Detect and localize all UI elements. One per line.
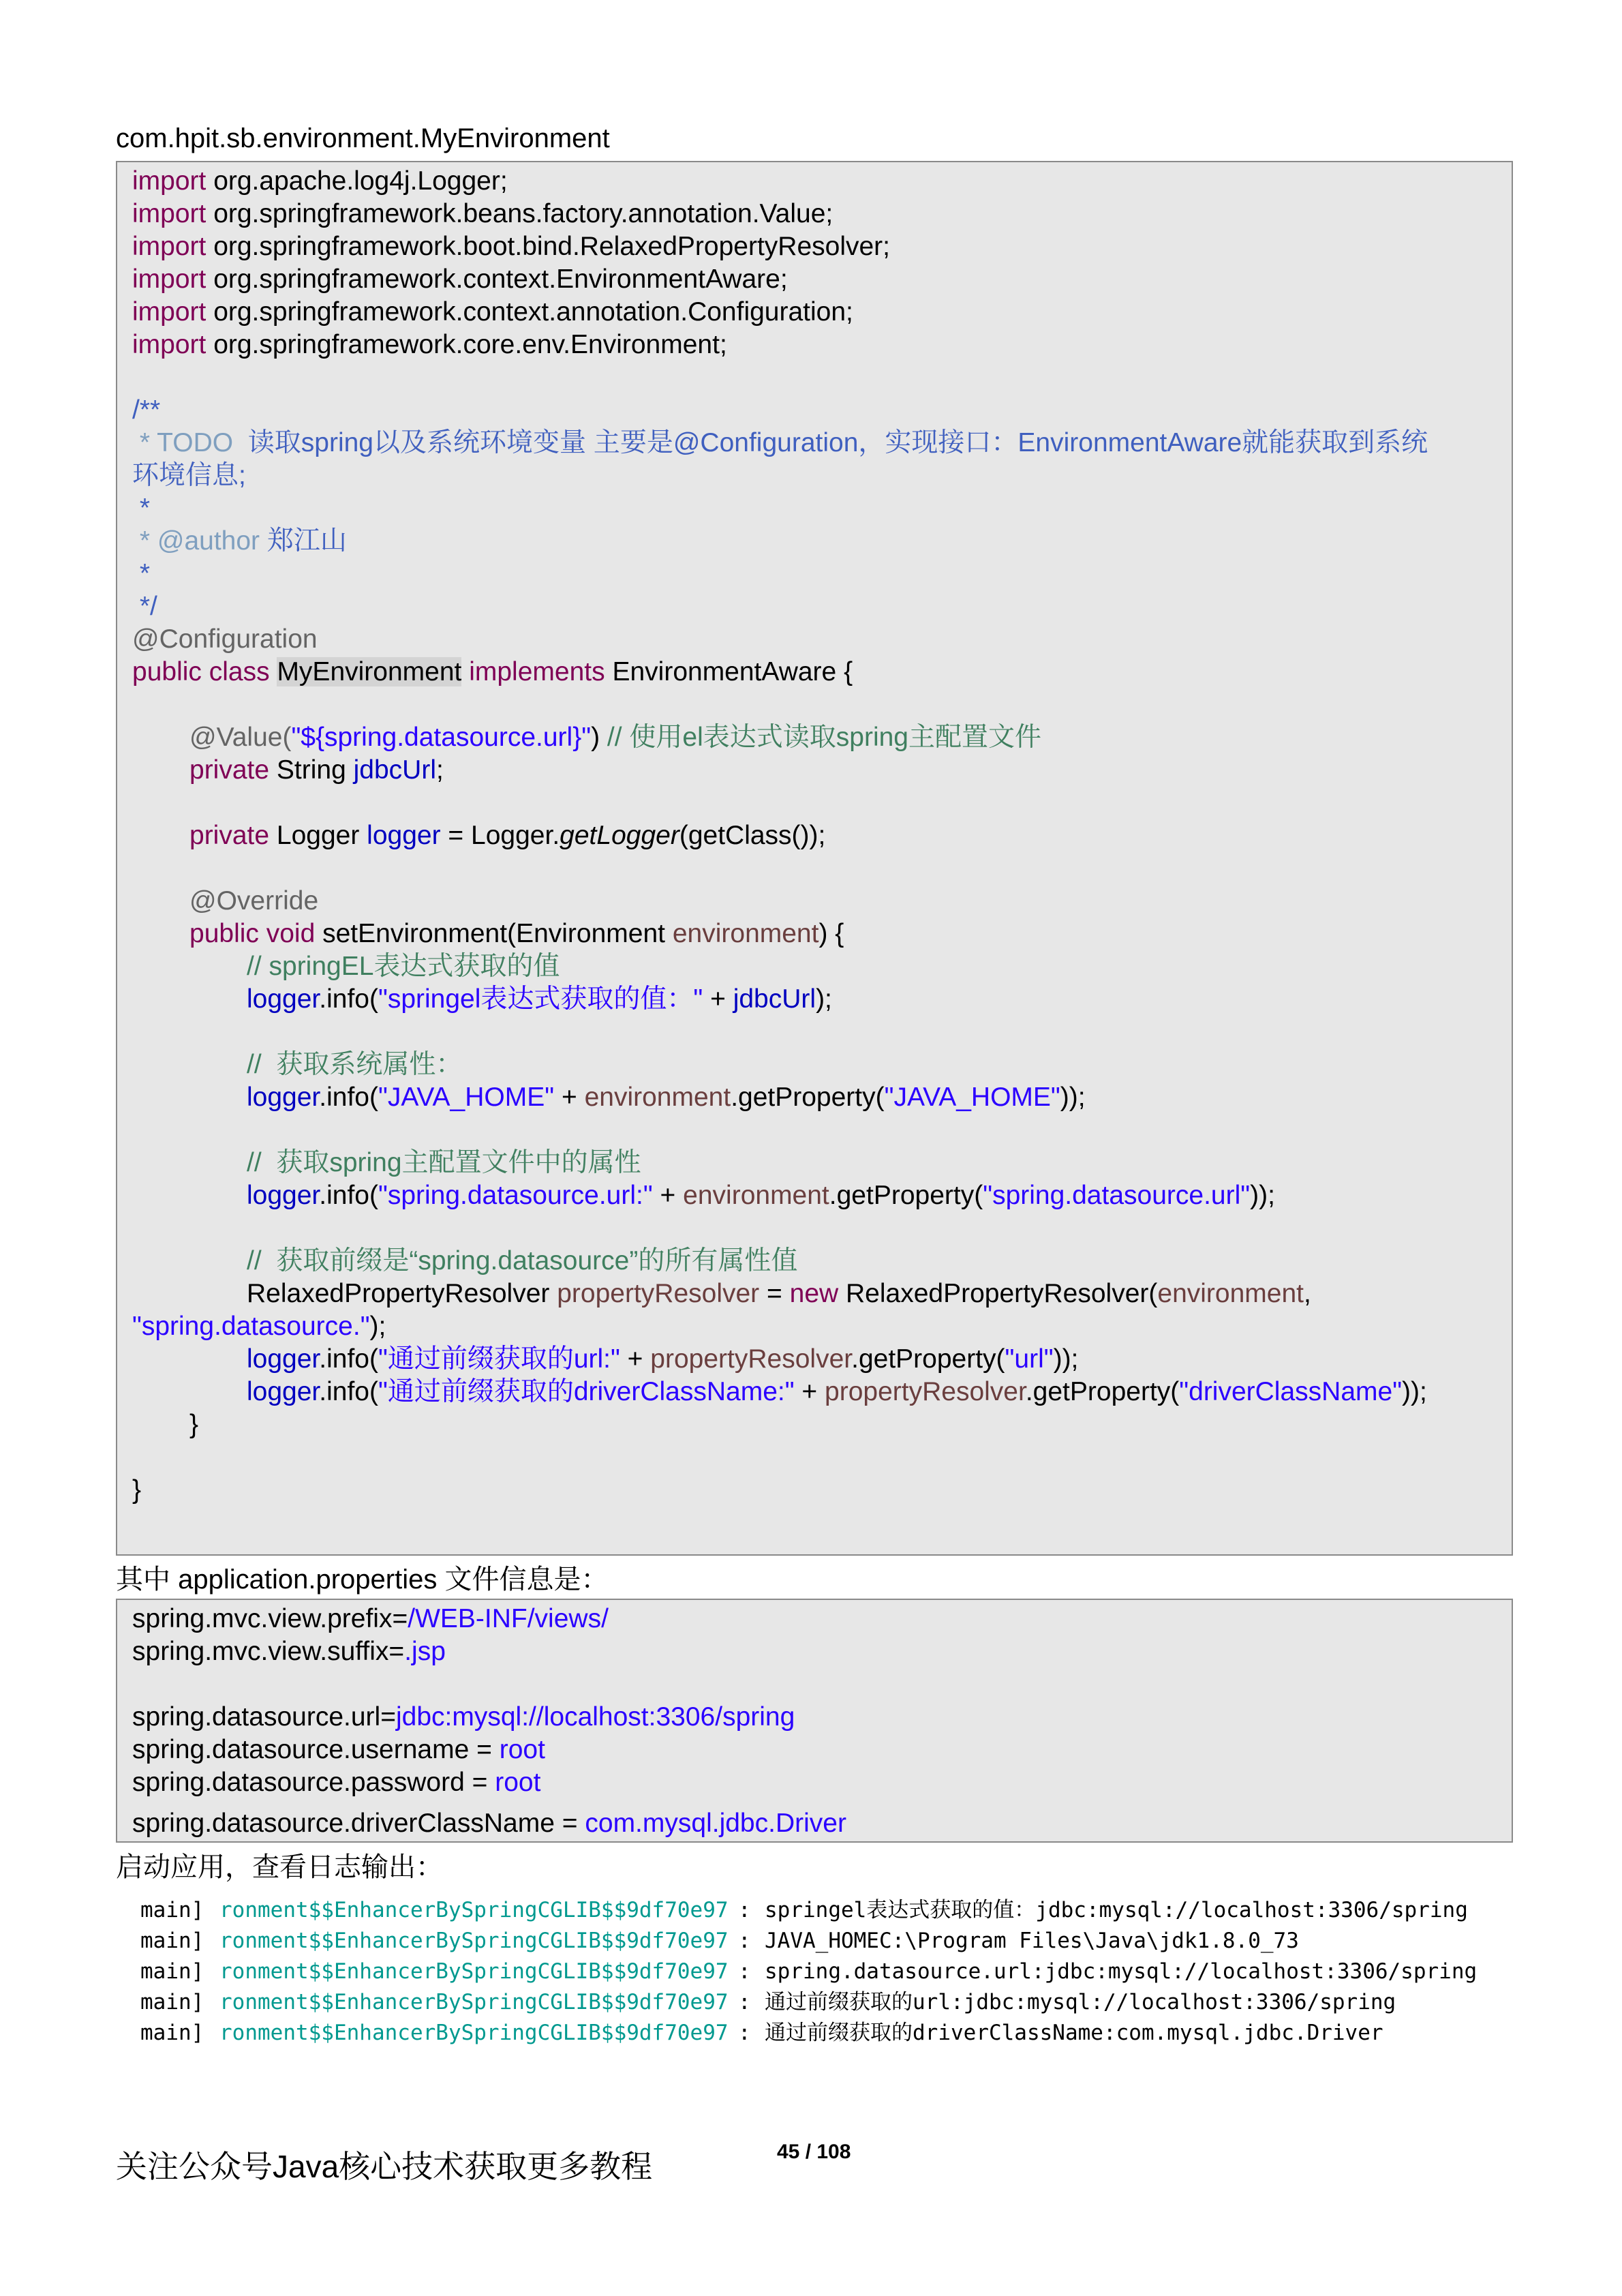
page-heading: com.hpit.sb.environment.MyEnvironment <box>116 123 610 153</box>
class-close-brace: } <box>132 1475 142 1505</box>
log-row: main] ronment$$EnhancerBySpringCGLIB$$9df70e97 : 通过前缀获取的driverClassName:com.mysql.jdbc.Driver <box>140 2021 1383 2045</box>
footer-promo-text: 关注公众号Java核心技术获取更多教程 <box>116 2149 653 2184</box>
log-output-label: 启动应用，查看日志输出： <box>116 1852 443 1882</box>
javadoc-star: * <box>132 559 151 588</box>
logger-field: private Logger logger = Logger.getLogger(getClass()); <box>189 821 826 850</box>
properties-label: 其中 application.properties 文件信息是： <box>116 1565 609 1595</box>
log-row: main] ronment$$EnhancerBySpringCGLIB$$9df70e97 : 通过前缀获取的url:jdbc:mysql://localhost:3306/spring <box>140 1990 1396 2014</box>
property-line: spring.datasource.driverClassName = com.mysql.jdbc.Driver <box>132 1809 846 1838</box>
page-number: 45 / 108 <box>777 2141 851 2163</box>
javadoc-close: */ <box>132 592 157 621</box>
class-declaration: public class MyEnvironment implements EnvironmentAware { <box>132 657 853 686</box>
import-line: import org.apache.log4j.Logger; <box>132 166 508 196</box>
set-environment-signature: public void setEnvironment(Environment environment) { <box>189 919 844 948</box>
property-line: spring.datasource.password = root <box>132 1768 541 1797</box>
import-line: import org.springframework.beans.factory.annotation.Value; <box>132 199 833 228</box>
resolver-declaration-cont: "spring.datasource."); <box>132 1312 386 1341</box>
class-name: MyEnvironment <box>277 657 462 686</box>
log-row: main] ronment$$EnhancerBySpringCGLIB$$9df70e97 : spring.datasource.url:jdbc:mysql://localhost:3306/spring <box>140 1959 1478 1984</box>
import-line: import org.springframework.context.EnvironmentAware; <box>132 265 788 294</box>
log-springel-line: logger.info("springel表达式获取的值：" + jdbcUrl); <box>247 984 832 1014</box>
log-row: main] ronment$$EnhancerBySpringCGLIB$$9df70e97 : springel表达式获取的值：jdbc:mysql://localhost:3306/spring <box>140 1898 1468 1922</box>
jdbcurl-field: private String jdbcUrl; <box>189 755 444 785</box>
comment-prefix: // 获取前缀是“spring.datasource”的所有属性值 <box>247 1246 798 1275</box>
import-line: import org.springframework.boot.bind.RelaxedPropertyResolver; <box>132 232 890 261</box>
javadoc-todo-cont: 环境信息; <box>132 461 246 490</box>
javadoc-todo: * TODO 读取spring以及系统环境变量 主要是@Configuration，实现接口：EnvironmentAware就能获取到系统 <box>132 428 1428 457</box>
log-java-home-line: logger.info("JAVA_HOME" + environment.getProperty("JAVA_HOME")); <box>247 1083 1086 1112</box>
resolver-declaration: RelaxedPropertyResolver propertyResolver = new RelaxedPropertyResolver(environment, <box>247 1279 1311 1308</box>
log-datasource-url-line: logger.info("spring.datasource.url:" + environment.getProperty("spring.datasource.url")); <box>247 1181 1275 1210</box>
comment-springel: // springEL表达式获取的值 <box>247 952 560 981</box>
comment-system: // 获取系统属性： <box>247 1050 463 1079</box>
property-line: spring.datasource.url=jdbc:mysql://localhost:3306/spring <box>132 1702 795 1732</box>
javadoc-star: * <box>132 494 151 523</box>
properties-block <box>116 1599 1513 1843</box>
log-prefix-driver-line: logger.info("通过前缀获取的driverClassName:" + propertyResolver.getProperty("driverClassName")); <box>247 1377 1427 1406</box>
javadoc-author: * @author 郑江山 <box>132 526 347 556</box>
log-row: main] ronment$$EnhancerBySpringCGLIB$$9df70e97 : JAVA_HOMEC:\Program Files\Java\jdk1.8.0_73 <box>140 1929 1299 1953</box>
property-line: spring.datasource.username = root <box>132 1735 545 1764</box>
override-annotation: @Override <box>189 886 319 916</box>
property-line: spring.mvc.view.prefix=/WEB-INF/views/ <box>132 1604 609 1633</box>
method-close-brace: } <box>189 1410 199 1439</box>
comment-spring-main: // 获取spring主配置文件中的属性 <box>247 1148 641 1177</box>
javadoc-open: /** <box>132 395 161 425</box>
log-prefix-url-line: logger.info("通过前缀获取的url:" + propertyResolver.getProperty("url")); <box>247 1344 1079 1374</box>
java-code-block <box>116 161 1513 1556</box>
property-line: spring.mvc.view.suffix=.jsp <box>132 1637 446 1666</box>
configuration-annotation: @Configuration <box>132 624 318 654</box>
import-line: import org.springframework.context.annotation.Configuration; <box>132 297 853 327</box>
import-line: import org.springframework.core.env.Environment; <box>132 330 727 359</box>
value-annotation-line: @Value("${spring.datasource.url}") // 使用el表达式读取spring主配置文件 <box>189 723 1041 752</box>
